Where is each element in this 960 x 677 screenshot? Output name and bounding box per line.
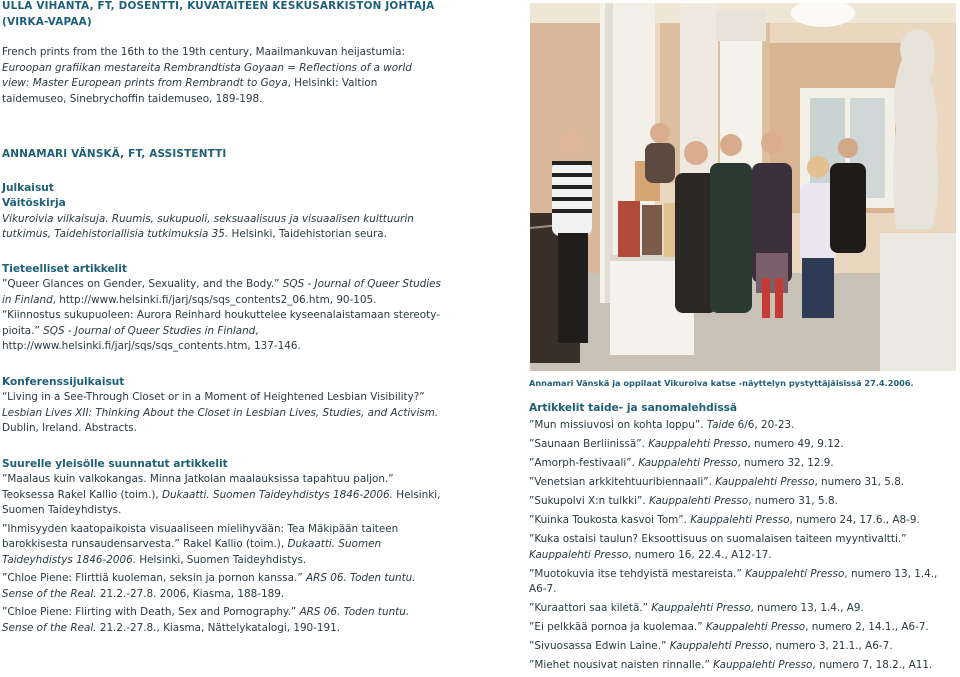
newspaper-item (529, 437, 957, 453)
issue-info: , numero 7, 18.2., A11. (812, 659, 933, 671)
conference-item (2, 390, 442, 437)
issue-info: , numero 32, 12.9. (737, 457, 834, 469)
publication-name: Kauppalehti Presso (690, 514, 790, 526)
newspaper-item (529, 601, 957, 617)
newspaper-list (529, 418, 957, 674)
newspaper-item (529, 658, 957, 674)
pop-part: ”Maalaus kuin valkokangas. Minna Jatkolan maalauksissa tapahtuu paljon.” Teoksessa Rakel Kallio (toim.), (2, 473, 394, 501)
issue-info: , numero 13, 1.4., A6-7. (529, 567, 938, 595)
diss-publisher: Helsinki, Taidehistorian seura. (228, 228, 387, 240)
popular-item-2 (2, 522, 442, 569)
pop-part: ”Ihmisyyden kaatopaikoista visuaaliseen mielihyvään: Tea Mäkipään taiteen barokkisesta runsaudensarvesta.” Rakel Kallio (toim.), (2, 522, 399, 550)
issue-info: , numero 13, 1.4., A9. (750, 602, 864, 614)
vihanta-reference (2, 45, 442, 107)
newspaper-item (529, 475, 957, 491)
group-photo (530, 3, 956, 371)
pop-part: ”Chloe Piene: Flirting with Death, Sex and Pornography.” (2, 606, 300, 618)
articles-heading: Tieteelliset artikkelit (2, 262, 127, 275)
article-1 (2, 277, 442, 308)
pop-part: Helsinki, Suomen Taideyhdistys. (2, 488, 441, 516)
publication-name: Kauppalehti Presso (638, 457, 738, 469)
pop-part: Helsinki, Suomen Taideyhdistys. (136, 553, 307, 566)
newspaper-heading: Artikkelit taide- ja sanomalehdissä (529, 401, 738, 414)
article-title: ”Miehet nousivat naisten rinnalle.” (529, 659, 714, 671)
publication-name: Kauppalehti Presso (713, 659, 813, 671)
newspaper-item (529, 567, 957, 598)
newspaper-item (529, 532, 957, 563)
article-title: ”Venetsian arkkitehtuuribiennaali”. (529, 476, 716, 488)
popular-heading: Suurelle yleisölle suunnatut artikkelit (2, 457, 228, 470)
conf-part: Dublin, Ireland. Abstracts. (2, 422, 138, 434)
publication-name: Kauppalehti Presso (529, 548, 629, 561)
publication-name: Kauppalehti Presso (648, 438, 748, 450)
publication-name: Kauppalehti Presso (715, 476, 815, 488)
article-title: ”Amorph-festivaali”. (529, 457, 639, 469)
issue-info: , numero 31, 5.8. (814, 476, 905, 488)
article-title: ”Sukupolvi X:n tulkki”. (529, 495, 649, 507)
article-2 (2, 308, 442, 355)
publication-name: Kauppalehti Presso (705, 621, 806, 633)
newspaper-item (529, 620, 957, 636)
article-title: ”Kuka ostaisi taulun? Eksoottisuus on suomalaisen taiteen myyntivaltti.” (529, 533, 907, 545)
publication-name: Kauppalehti Presso (651, 602, 751, 614)
publication-name: Taide (706, 419, 735, 431)
art-part: “Kiinnostus sukupuoleen: Aurora Reinhard houkuttelee kyseenalaistamaan stereotypioita.” (2, 309, 441, 337)
article-title: ”Kuinka Toukosta kasvoi Tom”. (529, 514, 691, 526)
art-part: , http://www.helsinki.fi/jarj/sqs/sqs_contents2_06.htm, 90-105. (52, 293, 377, 306)
group-photo-illustration (530, 3, 956, 371)
left-column (2, 0, 442, 636)
conf-part: “Living in a See-Through Closet or in a Moment of Heightened Lesbian Visibility?” (2, 391, 425, 403)
article-title: ”Kuraattori saa kiletä.” (529, 602, 652, 614)
julkaisut-heading: Julkaisut (2, 181, 54, 194)
vanska-heading: ANNAMARI VÄNSKÄ, FT, ASSISTENTTI (2, 148, 227, 160)
publication-name: Kauppalehti Presso (745, 567, 845, 580)
art-part: ”Queer Glances on Gender, Sexuality, and the Body.” (2, 278, 283, 290)
dissertation (2, 212, 442, 243)
art-journal: SQS - Journal of Queer Studies in Finland (2, 278, 441, 306)
right-column (529, 376, 957, 677)
pop-title: ARS 06. Toden tuntu. Sense of the Real. (2, 572, 416, 600)
vihanta-heading: ULLA VIHANTA, FT, DOSENTTI, KUVATAITEEN KESKUSARKISTON JOHTAJA (VIRKA-VAPAA) (2, 0, 435, 28)
issue-info: , numero 3, 21.1., A6-7. (768, 640, 893, 652)
conference-heading: Konferenssijulkaisut (2, 375, 125, 388)
art-part: , http://www.helsinki.fi/jarj/sqs/sqs_contents.htm, 137-146. (2, 324, 301, 352)
article-title: ”Sivuosassa Edwin Laine.” (529, 640, 670, 652)
pop-part: 21.2.-27.8. 2006, Kiasma, 188-189. (96, 587, 285, 600)
issue-info: , numero 31, 5.8. (748, 495, 838, 507)
issue-info: , numero 24, 17.6., A8-9. (789, 514, 920, 526)
ref-part: , Helsinki: Valtion taidemuseo, Sinebrychoffin taidemuseo, 189-198. (2, 77, 378, 105)
ref-part: French prints from the 16th to the 19th century, Maailmankuvan heijastumia: (2, 46, 405, 58)
publication-name: Kauppalehti Presso (649, 495, 749, 507)
popular-item-3 (2, 571, 442, 602)
article-title: ”Saunaan Berliinissä”. (529, 438, 649, 450)
issue-info: , numero 49, 9.12. (747, 438, 844, 450)
diss-title: Vikuroivia vilkaisuja. Ruumis, sukupuoli, seksuaalisuus ja visuaalisen kulttuurin tutkimus, Taidehistoriallisia tutkimuksia 35. (2, 212, 414, 240)
pop-part: 21.2.-27.8., Kiasma, Nättelykatalogi, 190-191. (96, 621, 341, 634)
publication-name: Kauppalehti Presso (669, 640, 769, 652)
vaitoskirja-heading: Väitöskirja (2, 197, 66, 209)
conf-title: Lesbian Lives XII: Thinking About the Closet in Lesbian Lives, Studies, and Activism. (2, 406, 439, 419)
art-journal: SQS - Journal of Queer Studies in Finland (43, 324, 256, 337)
newspaper-item (529, 456, 957, 472)
ref-part-italic: Euroopan grafiikan mestareita Rembrandtista Goyaan = Reflections of a world view: Master European prints from Rembrandt to Goya (2, 61, 412, 89)
issue-info: , numero 2, 14.1., A6-7. (805, 621, 929, 633)
newspaper-item (529, 418, 957, 434)
article-title: ”Mun missiuvosi on kohta loppu”. (529, 419, 707, 431)
pop-title: Dukaatti. Suomen Taideyhdistys 1846-2006. (2, 538, 382, 566)
newspaper-item (529, 639, 957, 655)
article-title: ”Ei pelkkää pornoa ja kuolemaa.” (529, 621, 706, 633)
pop-part: ”Chloe Piene: Flirttiä kuoleman, seksin ja pornon kanssa.” (2, 572, 307, 584)
issue-info: 6/6, 20-23. (734, 419, 795, 431)
newspaper-item (529, 494, 957, 510)
article-title: ”Muotokuvia itse tehdyistä mestareista.” (529, 567, 746, 580)
pop-title: ARS 06. Toden tuntu. Sense of the Real. (2, 606, 410, 634)
popular-item-4 (2, 605, 442, 636)
pop-title: Dukaatti. Suomen Taideyhdistys 1846-2006. (162, 488, 393, 501)
issue-info: , numero 16, 22.4., A12-17. (628, 548, 772, 561)
popular-item-1 (2, 472, 442, 519)
newspaper-item (529, 513, 957, 529)
photo-caption: Annamari Vänskä ja oppilaat Vikuroiva katse -näyttelyn pystyttäjäisissä 27.4.2006. (529, 378, 914, 388)
